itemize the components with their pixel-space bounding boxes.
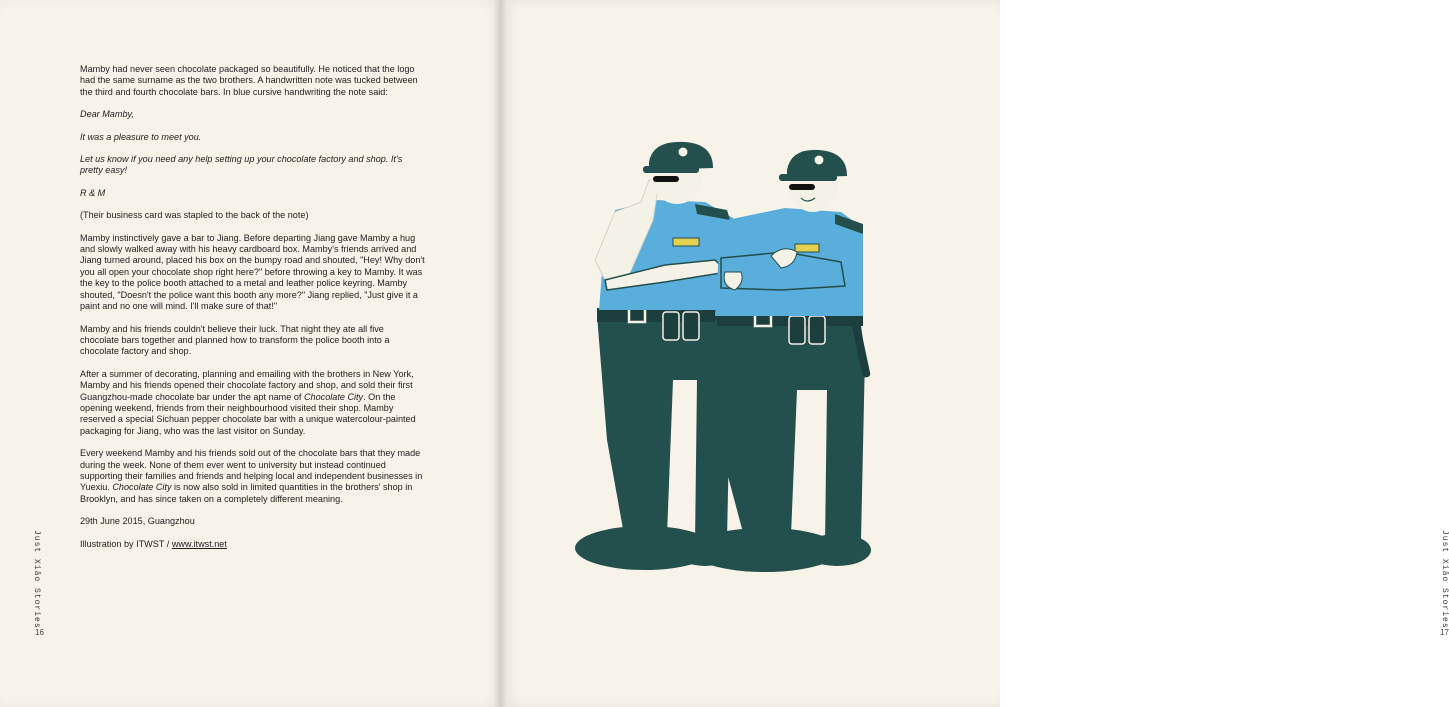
page-number: 17 (1440, 628, 1449, 637)
story-text (80, 64, 425, 561)
cap-brim-icon (643, 166, 699, 173)
boot-icon (803, 534, 871, 566)
note-signature: R & M (80, 187, 106, 198)
pouch-icon (809, 316, 825, 344)
side-label: Just Xiǎo Stories (32, 530, 41, 629)
badge-icon (673, 238, 699, 246)
book-title: Chocolate City (303, 391, 364, 402)
illustration-credit: Illustration by ITWST / www.itwst.net (80, 538, 227, 549)
book-title: Chocolate City (112, 482, 172, 493)
note-greeting: Dear Mamby, (80, 109, 134, 120)
pouch-icon (663, 312, 679, 340)
story-paragraph: After a summer of decorating, planning and emailing with the brothers in New York, Mamby and his friends opened their chocolate factory and shop, and sold their first Guangzhou-made chocolate bar under the apt name of Chocolate City. On the opening weekend, friends from their neighbourhood visited their shop. Mamby reserved a special Sichuan pepper chocolate bar with a unique watercolour-painted packaging for Jiang, who was the last visitor on Sunday. (80, 368, 416, 436)
note-line: It was a pleasure to meet you. (80, 131, 202, 142)
badge-icon (795, 244, 819, 252)
page-number: 16 (35, 628, 44, 637)
police-officer-left (575, 142, 735, 570)
story-paragraph: Mamby instinctively gave a bar to Jiang. Before departing Jiang gave Mamby a hug and slowly walked away with his heavy cardboard box. Mamby's friends arrived and Jiang turned around, placed his box on the bumpy road and shouted, "Hey! Why don't you all open your chocolate shop right here?" before throwing a key to Mamby. It was the key to the police booth attached to a metal and leather police keyring. Mamby shouted, "Doesn't the police want this booth any more?" Jiang replied, "Just give it a paint and no one will mind. I'll make sure of that!" (80, 232, 425, 312)
cap-badge-icon (814, 155, 824, 165)
sunglasses-icon (653, 176, 679, 182)
cap-brim-icon (779, 174, 837, 181)
story-paragraph: Mamby had never seen chocolate packaged so beautifully. He noticed that the logo had the same surname as the two brothers. A handwritten note was tucked between the third and fourth chocolate bars. In blue cursive handwriting the note said: (80, 64, 418, 97)
police-officers-illustration (545, 140, 890, 580)
side-label: Just Xiǎo Stories (1440, 530, 1449, 629)
business-card-note: (Their business card was stapled to the back of the note) (80, 210, 309, 221)
pouch-icon (789, 316, 805, 344)
illustrator-link[interactable]: www.itwst.net (171, 538, 227, 549)
sunglasses-icon (789, 184, 815, 190)
pouch-icon (683, 312, 699, 340)
note-line: Let us know if you need any help setting up your chocolate factory and shop. It's pretty easy! (80, 154, 403, 176)
cap-badge-icon (678, 147, 688, 157)
date-line: 29th June 2015, Guangzhou (80, 516, 195, 527)
left-page (0, 0, 500, 707)
story-paragraph: Every weekend Mamby and his friends sold out of the chocolate bars that they made during the week. None of them ever went to university but instead continued supporting their families and friends and helping local and independent businesses in Yuexiu. Chocolate City is now also sold in limited quantities in the brothers' shop in Brooklyn, and has since taken on a completely different meaning. (80, 448, 423, 504)
story-paragraph: Mamby and his friends couldn't believe their luck. That night they ate all five chocolate bars together and planned how to transform the police booth into a chocolate factory and shop. (80, 323, 390, 357)
book-gutter (493, 0, 507, 707)
trousers-icon (715, 318, 865, 545)
trousers-icon (597, 312, 731, 545)
